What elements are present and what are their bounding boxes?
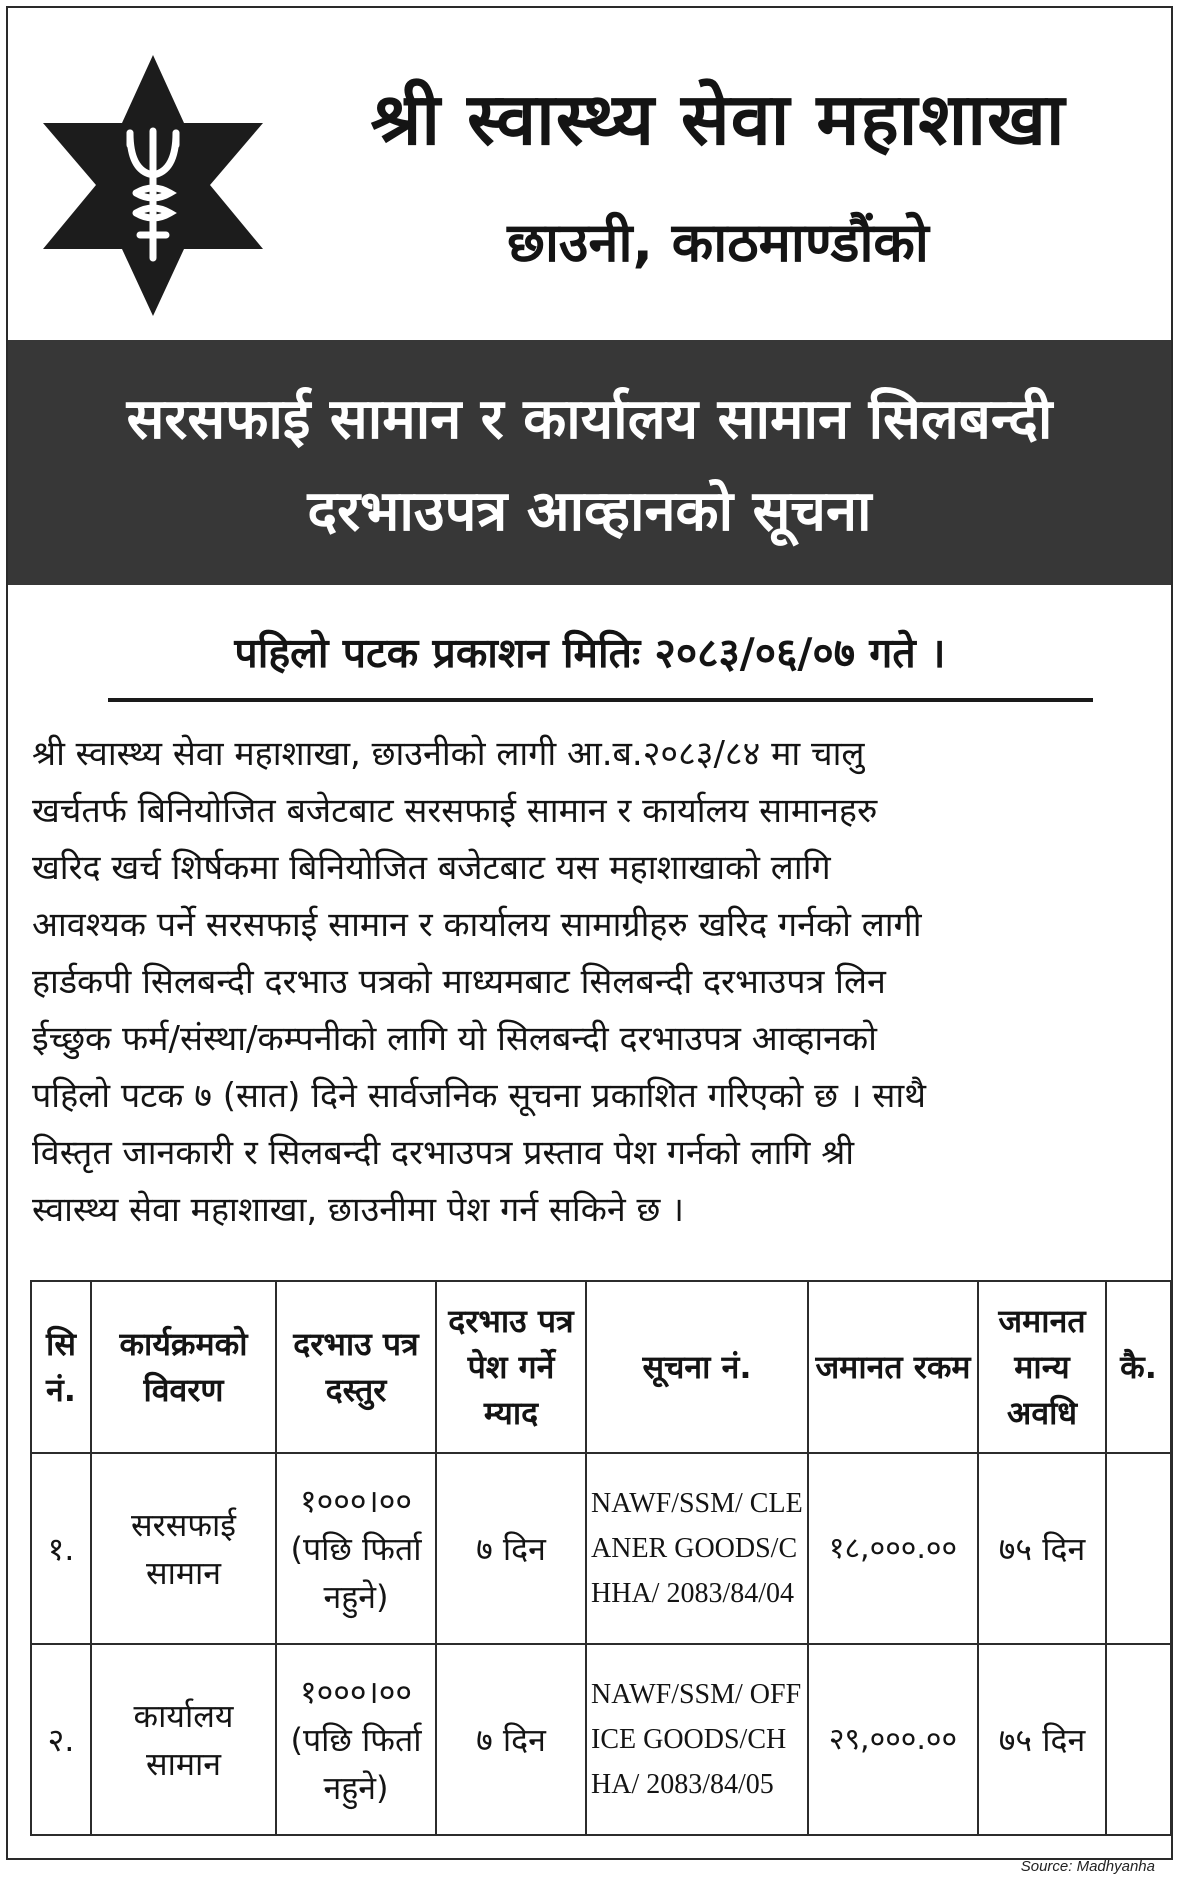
cell-deadline: ७ दिन [436,1644,586,1835]
cell-fee: १०००।०० (पछि फिर्ता नहुने) [276,1453,436,1644]
cell-description: सरसफाई सामान [91,1453,276,1644]
organization-location: छाउनी, काठमाण्डौंको [507,211,929,274]
cell-serial-number: २. [31,1644,91,1835]
table-row [31,1453,1171,1644]
header-fee: दरभाउ पत्र दस्तुर [276,1281,436,1453]
body-line: स्वास्थ्य सेवा महाशाखा, छाउनीमा पेश गर्न सकिने छ । [32,1190,685,1230]
cell-fee: १०००।०० (पछि फिर्ता नहुने) [276,1644,436,1835]
cell-description: कार्यालय सामान [91,1644,276,1835]
cell-deposit: १८,०००.०० [808,1453,978,1644]
notice-header [8,8,1171,338]
body-line: खरिद खर्च शिर्षकमा बिनियोजित बजेटबाट यस महाशाखाको लागि [32,848,831,888]
cell-notice-number: NAWF/SSM/ OFFICE GOODS/CHHA/ 2083/84/05 [586,1644,808,1835]
cell-remarks [1106,1644,1171,1835]
header-notice-number: सूचना नं. [586,1281,808,1453]
publication-date-underline [108,698,1093,702]
cell-deposit: २९,०००.०० [808,1644,978,1835]
body-line: श्री स्वास्थ्य सेवा महाशाखा, छाउनीको लागी आ.ब.२०८३/८४ मा चालु [32,734,865,774]
cell-serial-number: १. [31,1453,91,1644]
cell-remarks [1106,1453,1171,1644]
notice-title-line-2: दरभाउपत्र आव्हानको सूचना [307,479,872,544]
organization-name: श्री स्वास्थ्य सेवा महाशाखा [370,77,1066,161]
notice-title-banner [8,340,1171,585]
header-deadline: दरभाउ पत्र पेश गर्ने म्याद [436,1281,586,1453]
cell-deadline: ७ दिन [436,1453,586,1644]
notice-body [32,726,1167,1239]
body-line: पहिलो पटक ७ (सात) दिने सार्वजनिक सूचना प्रकाशित गरिएको छ । साथै [32,1076,926,1116]
header-serial-number: सि नं. [31,1281,91,1453]
header-description: कार्यक्रमको विवरण [91,1281,276,1453]
source-credit: Source: Madhyanha [1020,1858,1155,1875]
header-deposit: जमानत रकम [808,1281,978,1453]
tender-table [30,1280,1172,1836]
cell-validity: ७५ दिन [978,1453,1106,1644]
body-line: खर्चतर्फ बिनियोजित बजेटबाट सरसफाई सामान र कार्यालय सामानहरु [32,791,878,831]
cell-validity: ७५ दिन [978,1644,1106,1835]
cell-notice-number: NAWF/SSM/ CLEANER GOODS/CHHA/ 2083/84/04 [586,1453,808,1644]
body-line: ईच्छुक फर्म/संस्था/कम्पनीको लागि यो सिलबन्दी दरभाउपत्र आव्हानको [32,1019,877,1059]
table-row [31,1644,1171,1835]
header-validity: जमानत मान्य अवधि [978,1281,1106,1453]
table-header-row [31,1281,1171,1453]
body-line: आवश्यक पर्ने सरसफाई सामान र कार्यालय सामाग्रीहरु खरिद गर्नको लागी [32,905,922,945]
body-line: विस्तृत जानकारी र सिलबन्दी दरभाउपत्र प्रस्ताव पेश गर्नको लागि श्री [32,1133,855,1173]
header-remarks: कै. [1106,1281,1171,1453]
notice-title-line-1: सरसफाई सामान र कार्यालय सामान सिलबन्दी [126,387,1053,452]
body-line: हार्डकपी सिलबन्दी दरभाउ पत्रको माध्यमबाट सिलबन्दी दरभाउपत्र लिन [32,962,886,1002]
notice-frame [6,6,1173,1860]
publication-date: पहिलो पटक प्रकाशन मितिः २०८३/०६/०७ गते । [234,629,946,677]
nepal-star-emblem-icon [38,53,268,318]
